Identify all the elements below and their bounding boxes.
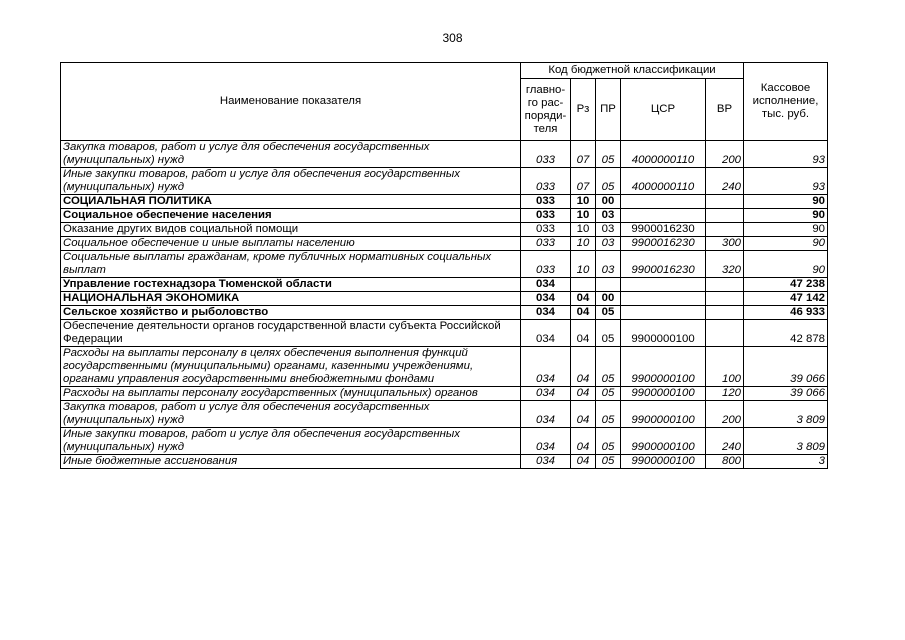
cell-name: Закупка товаров, работ и услуг для обеспечения государственных (муниципальных) нужд — [61, 401, 521, 428]
cell-pr: 05 — [596, 141, 621, 168]
cell-glavny: 034 — [521, 428, 571, 455]
table-row — [61, 168, 828, 195]
cell-amount: 3 809 — [744, 401, 828, 428]
cell-pr: 03 — [596, 223, 621, 237]
cell-rz — [571, 278, 596, 292]
cell-vr — [706, 320, 744, 347]
cell-vr: 120 — [706, 387, 744, 401]
cell-amount: 46 933 — [744, 306, 828, 320]
cell-pr: 05 — [596, 168, 621, 195]
cell-rz: 04 — [571, 387, 596, 401]
cell-amount: 3 809 — [744, 428, 828, 455]
cell-amount: 90 — [744, 195, 828, 209]
cell-glavny: 033 — [521, 195, 571, 209]
cell-csr: 9900016230 — [621, 251, 706, 278]
cell-pr: 05 — [596, 428, 621, 455]
cell-rz: 04 — [571, 401, 596, 428]
cell-vr: 320 — [706, 251, 744, 278]
table-row — [61, 141, 828, 168]
cell-name: Расходы на выплаты персоналу государственных (муниципальных) органов — [61, 387, 521, 401]
cell-name: СОЦИАЛЬНАЯ ПОЛИТИКА — [61, 195, 521, 209]
cell-vr — [706, 278, 744, 292]
cell-glavny: 034 — [521, 387, 571, 401]
cell-rz: 10 — [571, 209, 596, 223]
cell-rz: 07 — [571, 141, 596, 168]
cell-csr: 9900000100 — [621, 387, 706, 401]
header-code-group: Код бюджетной классификации — [521, 63, 744, 79]
cell-pr: 05 — [596, 347, 621, 387]
table-row — [61, 347, 828, 387]
cell-name: Иные закупки товаров, работ и услуг для обеспечения государственных (муниципальных) нужд — [61, 168, 521, 195]
cell-glavny: 033 — [521, 251, 571, 278]
table-row — [61, 428, 828, 455]
cell-pr — [596, 278, 621, 292]
cell-amount: 3 — [744, 455, 828, 469]
cell-pr: 03 — [596, 251, 621, 278]
cell-name: Социальное обеспечение и иные выплаты населению — [61, 237, 521, 251]
cell-glavny: 034 — [521, 292, 571, 306]
table-row — [61, 223, 828, 237]
cell-csr: 9900000100 — [621, 401, 706, 428]
cell-vr — [706, 209, 744, 223]
cell-glavny: 034 — [521, 306, 571, 320]
table-row — [61, 401, 828, 428]
cell-csr: 4000000110 — [621, 168, 706, 195]
cell-pr: 00 — [596, 292, 621, 306]
cell-vr: 200 — [706, 401, 744, 428]
cell-csr: 9900000100 — [621, 455, 706, 469]
header-amount: Кассовое исполнение, тыс. руб. — [744, 63, 828, 141]
cell-vr: 800 — [706, 455, 744, 469]
cell-amount: 39 066 — [744, 347, 828, 387]
cell-csr — [621, 278, 706, 292]
cell-glavny: 033 — [521, 209, 571, 223]
cell-pr: 03 — [596, 209, 621, 223]
cell-csr — [621, 209, 706, 223]
cell-rz: 10 — [571, 251, 596, 278]
cell-pr: 05 — [596, 455, 621, 469]
cell-pr: 03 — [596, 237, 621, 251]
cell-rz: 04 — [571, 320, 596, 347]
cell-name: Иные закупки товаров, работ и услуг для обеспечения государственных (муниципальных) нужд — [61, 428, 521, 455]
cell-name: Социальные выплаты гражданам, кроме публичных нормативных социальных выплат — [61, 251, 521, 278]
cell-vr: 100 — [706, 347, 744, 387]
cell-amount: 47 142 — [744, 292, 828, 306]
cell-csr: 9900000100 — [621, 347, 706, 387]
header-name: Наименование показателя — [61, 63, 521, 141]
cell-amount: 93 — [744, 141, 828, 168]
cell-vr — [706, 306, 744, 320]
table-row — [61, 237, 828, 251]
table-row — [61, 455, 828, 469]
cell-csr — [621, 292, 706, 306]
table-row — [61, 306, 828, 320]
cell-vr: 300 — [706, 237, 744, 251]
cell-glavny: 033 — [521, 237, 571, 251]
cell-rz: 10 — [571, 195, 596, 209]
cell-amount: 39 066 — [744, 387, 828, 401]
cell-rz: 04 — [571, 428, 596, 455]
cell-csr — [621, 195, 706, 209]
cell-glavny: 033 — [521, 223, 571, 237]
cell-rz: 04 — [571, 306, 596, 320]
cell-name: Социальное обеспечение населения — [61, 209, 521, 223]
cell-vr: 240 — [706, 428, 744, 455]
table-body — [61, 141, 828, 469]
cell-pr: 05 — [596, 320, 621, 347]
cell-csr — [621, 306, 706, 320]
cell-pr: 05 — [596, 387, 621, 401]
cell-amount: 42 878 — [744, 320, 828, 347]
header-pr: ПР — [596, 79, 621, 141]
cell-name: НАЦИОНАЛЬНАЯ ЭКОНОМИКА — [61, 292, 521, 306]
cell-glavny: 034 — [521, 278, 571, 292]
cell-amount: 90 — [744, 251, 828, 278]
cell-glavny: 034 — [521, 455, 571, 469]
table-row — [61, 251, 828, 278]
cell-glavny: 034 — [521, 320, 571, 347]
cell-glavny: 033 — [521, 168, 571, 195]
cell-name: Обеспечение деятельности органов государственной власти субъекта Российской Федерации — [61, 320, 521, 347]
cell-vr — [706, 292, 744, 306]
cell-csr: 9900016230 — [621, 223, 706, 237]
header-rz: Рз — [571, 79, 596, 141]
table-row — [61, 209, 828, 223]
cell-csr: 9900000100 — [621, 320, 706, 347]
cell-name: Иные бюджетные ассигнования — [61, 455, 521, 469]
cell-pr: 00 — [596, 195, 621, 209]
budget-table — [60, 62, 828, 469]
cell-amount: 47 238 — [744, 278, 828, 292]
table-row — [61, 292, 828, 306]
table-row — [61, 195, 828, 209]
cell-pr: 05 — [596, 306, 621, 320]
table-row — [61, 387, 828, 401]
header-csr: ЦСР — [621, 79, 706, 141]
cell-rz: 04 — [571, 455, 596, 469]
cell-amount: 93 — [744, 168, 828, 195]
cell-csr: 9900000100 — [621, 428, 706, 455]
header-glavny: главно-го рас-поряди-теля — [521, 79, 571, 141]
cell-vr — [706, 195, 744, 209]
cell-name: Управление гостехнадзора Тюменской области — [61, 278, 521, 292]
cell-name: Расходы на выплаты персоналу в целях обеспечения выполнения функций государственными (муниципальными) органами, казенными учреждениями, органами управления государственными внебюджетными фондами — [61, 347, 521, 387]
cell-glavny: 033 — [521, 141, 571, 168]
cell-amount: 90 — [744, 223, 828, 237]
cell-csr: 4000000110 — [621, 141, 706, 168]
table-row — [61, 278, 828, 292]
cell-vr — [706, 223, 744, 237]
cell-rz: 04 — [571, 347, 596, 387]
cell-glavny: 034 — [521, 401, 571, 428]
table-row — [61, 320, 828, 347]
cell-rz: 10 — [571, 223, 596, 237]
cell-glavny: 034 — [521, 347, 571, 387]
cell-amount: 90 — [744, 209, 828, 223]
header-vr: ВР — [706, 79, 744, 141]
page-number: 308 — [442, 31, 463, 45]
cell-amount: 90 — [744, 237, 828, 251]
cell-rz: 04 — [571, 292, 596, 306]
cell-name: Оказание других видов социальной помощи — [61, 223, 521, 237]
cell-vr: 240 — [706, 168, 744, 195]
cell-name: Сельское хозяйство и рыболовство — [61, 306, 521, 320]
cell-name: Закупка товаров, работ и услуг для обеспечения государственных (муниципальных) нужд — [61, 141, 521, 168]
cell-rz: 10 — [571, 237, 596, 251]
cell-pr: 05 — [596, 401, 621, 428]
cell-vr: 200 — [706, 141, 744, 168]
cell-csr: 9900016230 — [621, 237, 706, 251]
cell-rz: 07 — [571, 168, 596, 195]
